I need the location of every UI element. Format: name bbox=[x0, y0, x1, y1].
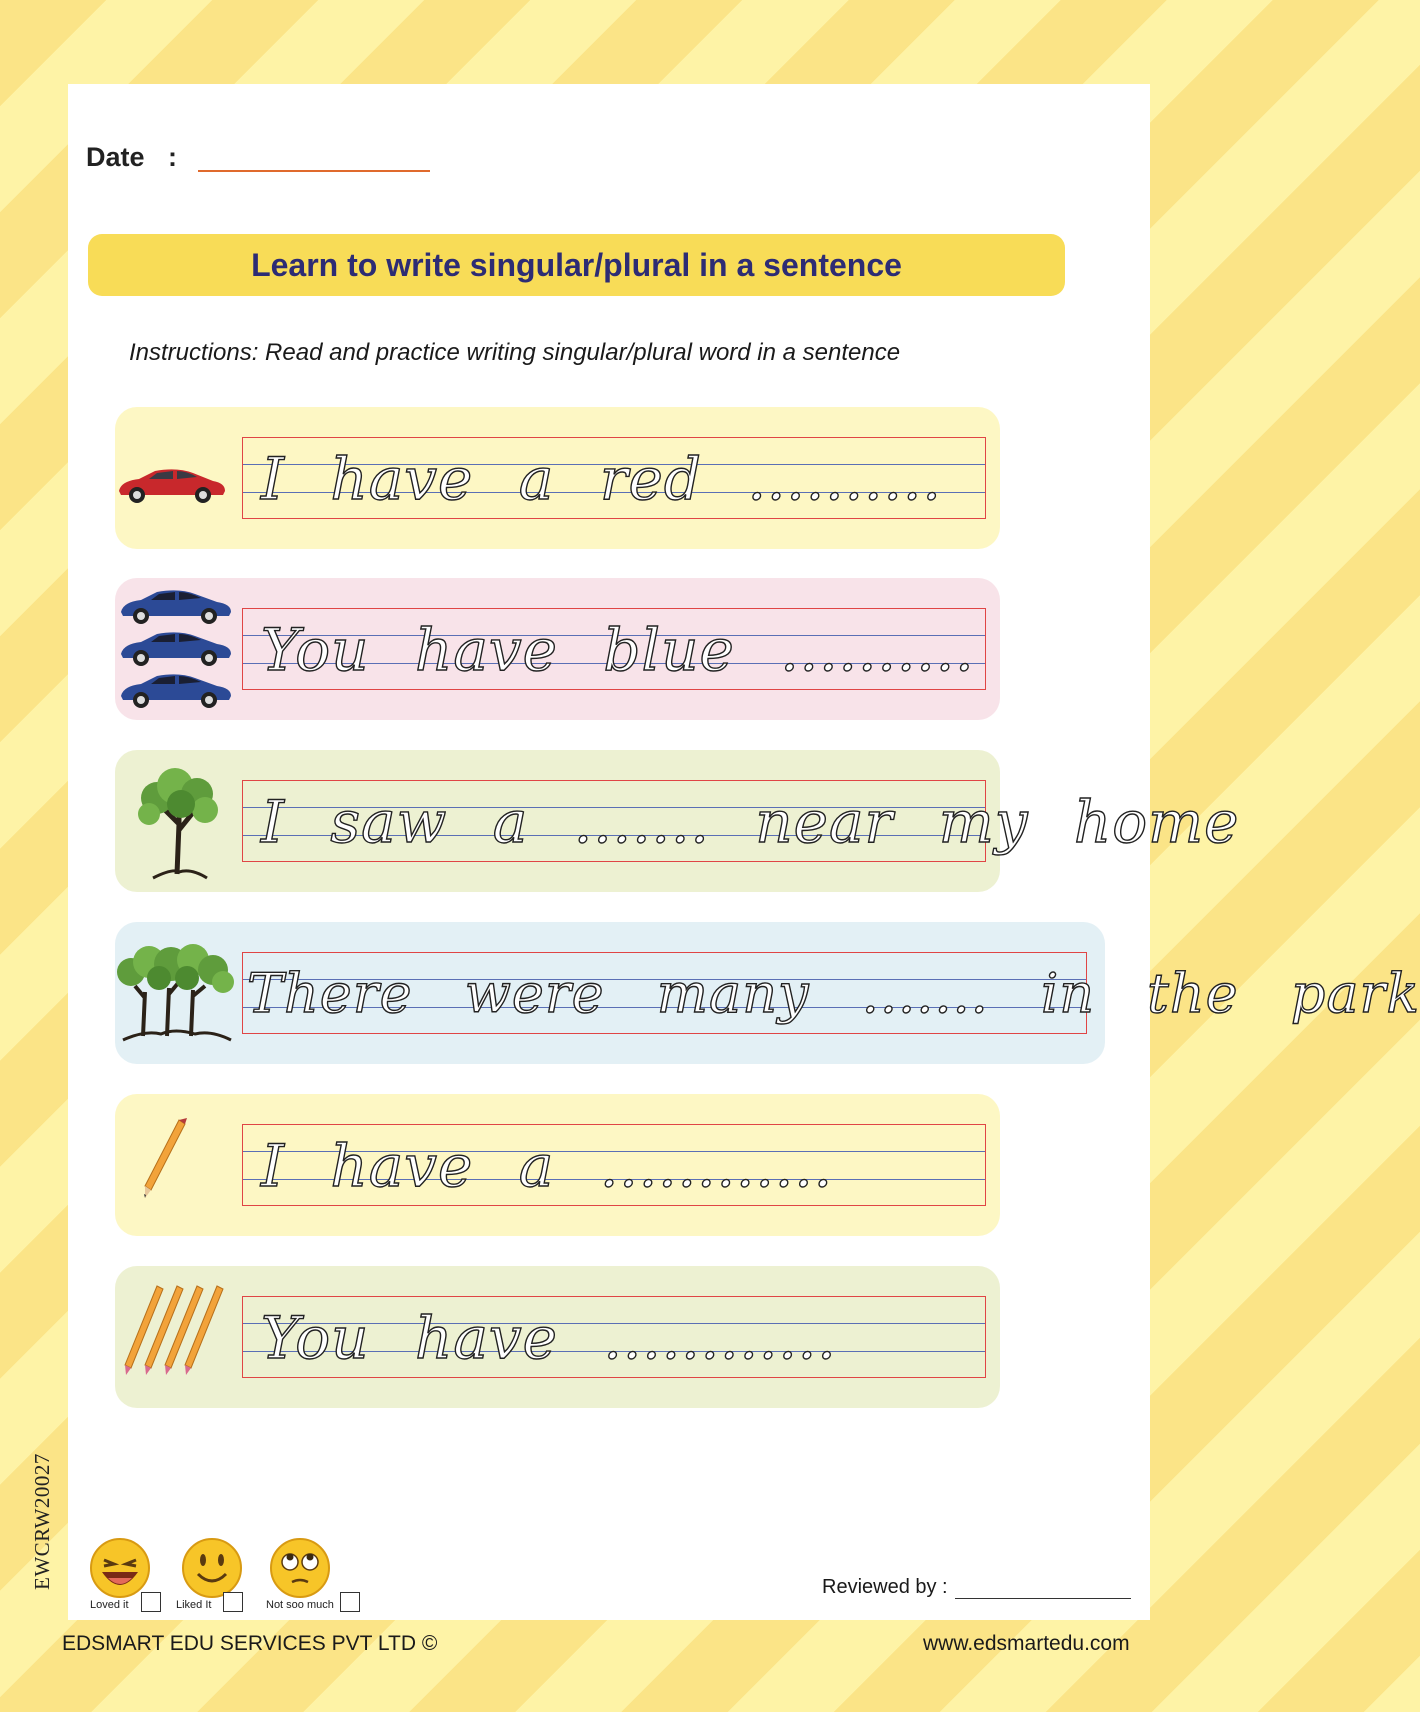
handwriting-lines[interactable] bbox=[242, 1124, 986, 1206]
tree-icon bbox=[133, 764, 225, 887]
worksheet-code: EWCRW20027 bbox=[30, 1453, 54, 1590]
feedback-label-not-much: Not soo much bbox=[266, 1599, 334, 1611]
pencils-icon bbox=[123, 1282, 229, 1383]
red-car-icon bbox=[115, 465, 227, 510]
feedback-label-liked: Liked It bbox=[176, 1599, 212, 1611]
trace-sentence: I saw a ....... near my home bbox=[261, 788, 1240, 856]
trace-sentence: I have a ............ bbox=[261, 1132, 834, 1200]
practice-row-2 bbox=[115, 578, 1000, 720]
date-input-line[interactable] bbox=[198, 170, 430, 172]
practice-row-4 bbox=[115, 922, 1420, 1064]
practice-row-3 bbox=[115, 750, 1240, 892]
trace-sentence: I have a red .......... bbox=[261, 445, 942, 513]
feedback-checkbox-liked[interactable] bbox=[223, 1592, 243, 1612]
title-banner bbox=[88, 234, 1065, 296]
page-title: Learn to write singular/plural in a sentence bbox=[251, 246, 902, 283]
reviewed-by-line[interactable] bbox=[955, 1598, 1131, 1599]
handwriting-lines[interactable] bbox=[242, 952, 1420, 1034]
feedback-checkbox-not-much[interactable] bbox=[340, 1592, 360, 1612]
handwriting-lines[interactable] bbox=[242, 437, 986, 519]
handwriting-lines[interactable] bbox=[242, 780, 1240, 862]
handwriting-lines[interactable] bbox=[242, 608, 986, 690]
trace-sentence: You have ............ bbox=[261, 1304, 837, 1372]
pencil-icon bbox=[139, 1116, 189, 1205]
feedback-checkbox-loved[interactable] bbox=[141, 1592, 161, 1612]
practice-row-5 bbox=[115, 1094, 1000, 1236]
practice-row-6 bbox=[115, 1266, 1000, 1408]
trace-sentence: You have blue .......... bbox=[261, 616, 975, 684]
footer-company: EDSMART EDU SERVICES PVT LTD © bbox=[62, 1632, 438, 1655]
feedback-label-loved: Loved it bbox=[90, 1599, 129, 1611]
date-colon: : bbox=[168, 142, 177, 172]
trace-sentence: There were many ....... in the park bbox=[247, 962, 1420, 1025]
handwriting-lines[interactable] bbox=[242, 1296, 986, 1378]
trees-icon bbox=[115, 942, 237, 1047]
footer-website[interactable]: www.edsmartedu.com bbox=[923, 1632, 1130, 1655]
three-blue-cars-icon bbox=[117, 586, 235, 721]
date-label: Date bbox=[86, 142, 145, 172]
reviewed-by-label: Reviewed by : bbox=[822, 1576, 948, 1598]
eye-roll-face-icon[interactable] bbox=[268, 1538, 332, 1603]
instructions-text: Instructions: Read and practice writing singular/plural word in a sentence bbox=[129, 339, 901, 366]
practice-row-1 bbox=[115, 407, 1000, 549]
